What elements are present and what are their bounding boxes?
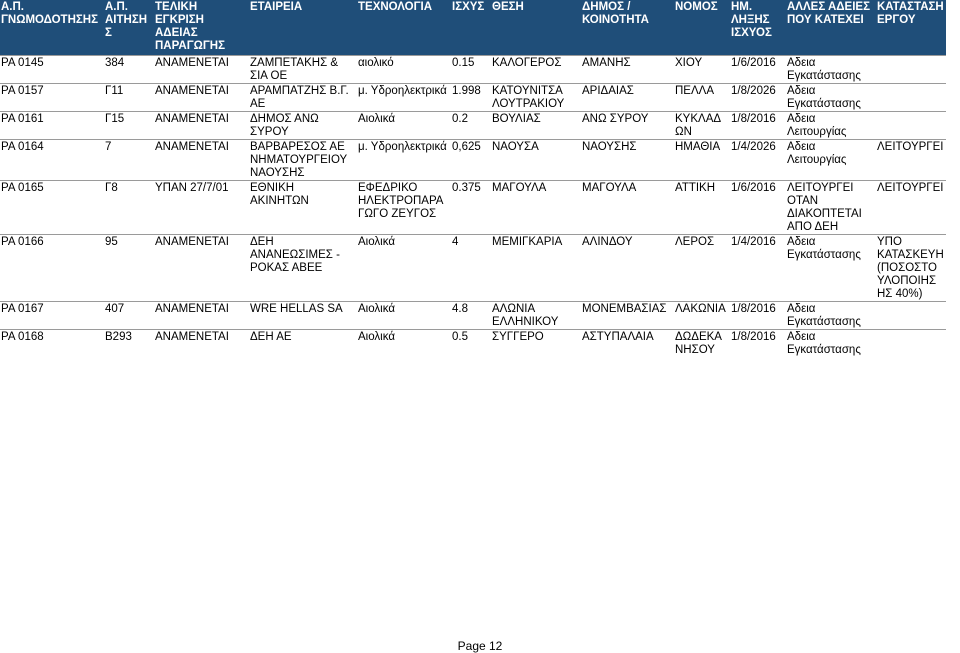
table-cell: Αιολικά <box>357 112 451 140</box>
table-cell: ΜΑΓΟΥΛΑ <box>491 181 581 235</box>
table-cell <box>876 330 946 358</box>
table-cell: ΑΤΤΙΚΗ <box>674 181 730 235</box>
table-cell: ΑΝΩ ΣΥΡΟΥ <box>581 112 674 140</box>
table-cell: ΔΗΜΟΣ ΑΝΩ ΣΥΡΟΥ <box>249 112 357 140</box>
table-cell <box>876 302 946 330</box>
table-cell: ΑΡΙΔΑΙΑΣ <box>581 84 674 112</box>
table-cell: Αδεια Λειτουργίας <box>786 140 876 181</box>
table-cell: ΒΟΥΛΙΑΣ <box>491 112 581 140</box>
table-cell: ΔΕΗ ΑΝΑΝΕΩΣΙΜΕΣ - ΡΟΚΑΣ ΑΒΕΕ <box>249 235 357 302</box>
table-cell: Αιολικά <box>357 235 451 302</box>
table-cell: 1/4/2016 <box>730 235 786 302</box>
table-cell: ΡΑ 0145 <box>0 56 104 84</box>
table-cell: ΑΝΑΜΕΝΕΤΑΙ <box>154 235 249 302</box>
table-cell: ΛΕΙΤΟΥΡΓΕΙ ΟΤΑΝ ΔΙΑΚΟΠΤΕΤΑΙ ΑΠΟ ΔΕΗ <box>786 181 876 235</box>
table-cell: 4.8 <box>451 302 491 330</box>
table-cell: 1/8/2016 <box>730 112 786 140</box>
table-cell: ΡΑ 0166 <box>0 235 104 302</box>
table-cell: 0.375 <box>451 181 491 235</box>
table-cell: ΚΥΚΛΑΔΩΝ <box>674 112 730 140</box>
table-cell: ΑΝΑΜΕΝΕΤΑΙ <box>154 84 249 112</box>
table-cell: Γ11 <box>104 84 154 112</box>
table-cell: ΚΑΛΟΓΕΡΟΣ <box>491 56 581 84</box>
table-cell: ΑΜΑΝΗΣ <box>581 56 674 84</box>
table-cell: ΑΣΤΥΠΑΛΑΙΑ <box>581 330 674 358</box>
table-cell: αιολικό <box>357 56 451 84</box>
table-cell <box>876 56 946 84</box>
table-cell: 0,625 <box>451 140 491 181</box>
table-cell: Αδεια Εγκατάστασης <box>786 330 876 358</box>
table-cell: ΖΑΜΠΕΤΑΚΗΣ & ΣΙΑ ΟΕ <box>249 56 357 84</box>
table-cell: ΑΝΑΜΕΝΕΤΑΙ <box>154 140 249 181</box>
table-row <box>0 56 946 84</box>
table-cell: Αδεια Εγκατάστασης <box>786 302 876 330</box>
header-cell: ΝΟΜΟΣ <box>674 0 730 56</box>
table-row <box>0 112 946 140</box>
table-cell: 4 <box>451 235 491 302</box>
table-cell: ΥΠΟ ΚΑΤΑΣΚΕΥΗ (ΠΟΣΟΣΤΟ ΥΛΟΠΟΙΗΣΗΣ 40%) <box>876 235 946 302</box>
table-cell: ΥΠΑΝ 27/7/01 <box>154 181 249 235</box>
table-cell: 1/8/2026 <box>730 84 786 112</box>
table-cell: ΛΕΙΤΟΥΡΓΕΙ <box>876 140 946 181</box>
table-cell: Αιολικά <box>357 302 451 330</box>
table-cell: ΑΛΙΝΔΟΥ <box>581 235 674 302</box>
table-cell: Αιολικά <box>357 330 451 358</box>
table-cell: ΜΕΜΙΓΚΑΡΙΑ <box>491 235 581 302</box>
table-cell: ΑΡΑΜΠΑΤΖΗΣ Β.Γ. ΑΕ <box>249 84 357 112</box>
header-cell: Α.Π. ΓΝΩΜΟΔΟΤΗΣΗΣ <box>0 0 104 56</box>
table-cell: ΜΟΝΕΜΒΑΣΙΑΣ <box>581 302 674 330</box>
header-cell: Α.Π. ΑΙΤΗΣΗΣ <box>104 0 154 56</box>
table-cell: μ. Υδροηλεκτρικά <box>357 140 451 181</box>
table-cell: ΡΑ 0167 <box>0 302 104 330</box>
header-cell: ΔΗΜΟΣ / ΚΟΙΝΟΤΗΤΑ <box>581 0 674 56</box>
table-cell <box>876 112 946 140</box>
table-cell: 0.15 <box>451 56 491 84</box>
table-row <box>0 302 946 330</box>
table-cell: 1/8/2016 <box>730 330 786 358</box>
header-cell: ΤΕΧΝΟΛΟΓΙΑ <box>357 0 451 56</box>
header-cell: ΙΣΧΥΣ <box>451 0 491 56</box>
table-cell <box>876 84 946 112</box>
table-cell: 1/6/2016 <box>730 181 786 235</box>
table-row <box>0 235 946 302</box>
header-cell: ΕΤΑΙΡΕΙΑ <box>249 0 357 56</box>
table-cell: 1/4/2026 <box>730 140 786 181</box>
table-cell: ΝΑΟΥΣΑ <box>491 140 581 181</box>
table-cell: ΠΕΛΛΑ <box>674 84 730 112</box>
table-cell: ΒΑΡΒΑΡΕΣΟΣ ΑΕ ΝΗΜΑΤΟΥΡΓΕΙΟΥ ΝΑΟΥΣΗΣ <box>249 140 357 181</box>
table-cell: ΣΥΓΓΕΡΟ <box>491 330 581 358</box>
table-cell: WRE HELLAS SA <box>249 302 357 330</box>
table-cell: 95 <box>104 235 154 302</box>
table-cell: ΑΝΑΜΕΝΕΤΑΙ <box>154 112 249 140</box>
table-cell: 0.2 <box>451 112 491 140</box>
table-cell: ΑΝΑΜΕΝΕΤΑΙ <box>154 302 249 330</box>
header-row <box>0 0 946 56</box>
table-cell: 7 <box>104 140 154 181</box>
table-cell: 1.998 <box>451 84 491 112</box>
table-cell: ΔΩΔΕΚΑΝΗΣΟΥ <box>674 330 730 358</box>
table-cell: ΚΑΤΟΥΝΙΤΣΑ ΛΟΥΤΡΑΚΙΟΥ <box>491 84 581 112</box>
table-row <box>0 181 946 235</box>
table-cell: ΛΕΡΟΣ <box>674 235 730 302</box>
table-cell: ΑΝΑΜΕΝΕΤΑΙ <box>154 330 249 358</box>
table-cell: ΝΑΟΥΣΗΣ <box>581 140 674 181</box>
table-cell: ΗΜΑΘΙΑ <box>674 140 730 181</box>
table-cell: ΑΛΩΝΙΑ ΕΛΛΗΝΙΚΟΥ <box>491 302 581 330</box>
table-cell: 407 <box>104 302 154 330</box>
header-cell: ΘΕΣΗ <box>491 0 581 56</box>
table-cell: Αδεια Λειτουργίας <box>786 112 876 140</box>
header-cell: ΤΕΛΙΚΗ ΕΓΚΡΙΣΗ ΑΔΕΙΑΣ ΠΑΡΑΓΩΓΗΣ <box>154 0 249 56</box>
table-cell: Γ8 <box>104 181 154 235</box>
table-cell: ΡΑ 0164 <box>0 140 104 181</box>
table-cell: 1/8/2016 <box>730 302 786 330</box>
table-cell: ΡΑ 0161 <box>0 112 104 140</box>
table-cell: 0.5 <box>451 330 491 358</box>
table-cell: Αδεια Εγκατάστασης <box>786 56 876 84</box>
table-cell: Αδεια Εγκατάστασης <box>786 235 876 302</box>
table-cell: Γ15 <box>104 112 154 140</box>
table-cell: ΛΕΙΤΟΥΡΓΕΙ <box>876 181 946 235</box>
table-cell: ΛΑΚΩΝΙΑ <box>674 302 730 330</box>
table-cell: Β293 <box>104 330 154 358</box>
table-cell: ΡΑ 0157 <box>0 84 104 112</box>
table-row <box>0 84 946 112</box>
table-cell: ΕΦΕΔΡΙΚΟ ΗΛΕΚΤΡΟΠΑΡΑΓΩΓΟ ΖΕΥΓΟΣ <box>357 181 451 235</box>
table-cell: ΡΑ 0168 <box>0 330 104 358</box>
table-cell: 384 <box>104 56 154 84</box>
page-number: Page 12 <box>457 639 503 653</box>
table-cell: Αδεια Εγκατάστασης <box>786 84 876 112</box>
table-cell: ΜΑΓΟΥΛΑ <box>581 181 674 235</box>
table-cell: ΧΙΟΥ <box>674 56 730 84</box>
table-cell: μ. Υδροηλεκτρικά <box>357 84 451 112</box>
header-cell: ΑΛΛΕΣ ΑΔΕΙΕΣ ΠΟΥ ΚΑΤΕΧΕΙ <box>786 0 876 56</box>
header-cell: ΗΜ. ΛΗΞΗΣ ΙΣΧΥΟΣ <box>730 0 786 56</box>
table-row <box>0 330 946 358</box>
table-cell: ΔΕΗ ΑΕ <box>249 330 357 358</box>
table-cell: 1/6/2016 <box>730 56 786 84</box>
table-row <box>0 140 946 181</box>
table-cell: ΑΝΑΜΕΝΕΤΑΙ <box>154 56 249 84</box>
header-cell: ΚΑΤΑΣΤΑΣΗ ΕΡΓΟΥ <box>876 0 946 56</box>
table-cell: ΕΘΝΙΚΗ ΑΚΙΝΗΤΩΝ <box>249 181 357 235</box>
table-cell: ΡΑ 0165 <box>0 181 104 235</box>
